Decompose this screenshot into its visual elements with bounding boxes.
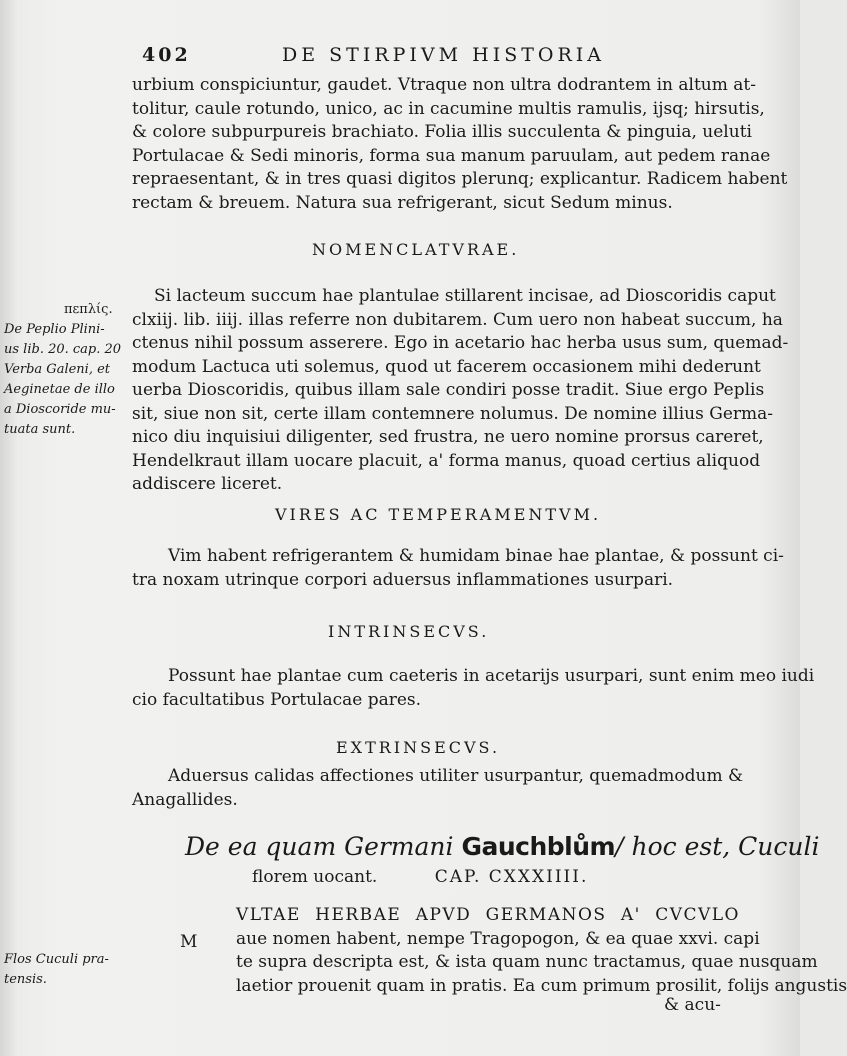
heading-nomenclaturae: NOMENCLATVRAE.	[312, 240, 520, 259]
chapter-title	[185, 832, 819, 861]
paragraph-chapter-start	[236, 904, 847, 998]
margin-line: tuata sunt.	[4, 422, 76, 437]
text-line: VLTAE HERBAE APVD GERMANOS A' CVCVLO	[236, 905, 740, 925]
text-line: ctenus nihil possum asserere. Ego in acetario hac herba usus sum, quemad-	[132, 333, 789, 353]
chapter-title-rest: / hoc est, Cuculi	[615, 832, 820, 861]
text-line: uerba Dioscoridis, quibus illam sale condiri posse tradit. Siue ergo Peplis	[132, 380, 765, 400]
margin-note-peplis	[4, 300, 124, 440]
text-line: & colore subpurpureis brachiato. Folia illis succulenta & pinguia, ueluti	[132, 122, 752, 142]
text-line: tolitur, caule rotundo, unico, ac in cacumine multis ramulis, ijsq; hirsutis,	[132, 98, 765, 119]
text-line: Portulacae & Sedi minoris, forma sua manum paruulam, aut pedem ranae	[132, 145, 771, 166]
text-line: clxiij. lib. iiij. illas referre non dubitarem. Cum uero non habeat succum, ha	[132, 309, 783, 330]
margin-note-flos-cuculi	[4, 950, 124, 990]
text-line: modum Lactuca uti solemus, quod ut facerem occasionem mihi dederunt	[132, 356, 761, 377]
paragraph-description	[132, 74, 788, 215]
text-line: urbium conspiciuntur, gaudet. Vtraque non ultra dodrantem in altum at-	[132, 75, 756, 95]
page-number: 402	[142, 44, 191, 66]
text-line: cio facultatibus Portulacae pares.	[132, 689, 422, 710]
text-line: Hendelkraut illam uocare placuit, a' forma manus, quoad certius aliquod	[132, 450, 761, 471]
chapter-number: CAP. CXXXIIII.	[434, 867, 589, 887]
paragraph-extrinsecus	[132, 765, 744, 812]
drop-cap: M	[180, 932, 198, 952]
text-line: rectam & breuem. Natura sua refrigerant, sicut Sedum minus.	[132, 192, 673, 213]
text-line: nico diu inquisiui diligenter, sed frustra, ne uero nomine prorsus careret,	[132, 427, 764, 447]
chapter-subtitle-text: florem uocant.	[252, 867, 378, 887]
margin-line: πεπλίς.	[64, 302, 113, 317]
paragraph-intrinsecus	[132, 665, 815, 712]
heading-vires: VIRES AC TEMPERAMENTVM.	[275, 505, 602, 524]
page-header	[130, 40, 790, 72]
heading-intrinsecus: INTRINSECVS.	[328, 622, 490, 641]
text-line: laetior prouenit quam in pratis. Ea cum primum prosilit, folijs angustis	[236, 975, 847, 996]
margin-line: Verba Galeni, et	[4, 362, 111, 377]
running-title: DE STIRPIVM HISTORIA	[282, 44, 606, 66]
margin-line: us lib. 20. cap. 20	[4, 342, 122, 357]
text-line: Si lacteum succum hae plantulae stillarent incisae, ad Dioscoridis caput	[154, 286, 776, 306]
text-line: repraesentant, & in tres quasi digitos plerunq; explicantur. Radicem habent	[132, 169, 788, 189]
text-line: aue nomen habent, nempe Tragopogon, & ea quae xxvi. capi	[236, 928, 760, 949]
heading-extrinsecus: EXTRINSECVS.	[336, 738, 501, 757]
catchword: & acu-	[664, 995, 721, 1015]
chapter-subtitle	[252, 867, 588, 887]
text-line: Anagallides.	[132, 789, 238, 810]
margin-line: De Peplio Plini-	[4, 322, 105, 337]
text-line: Vim habent refrigerantem & humidam binae hae plantae, & possunt ci-	[168, 546, 784, 566]
text-line: Possunt hae plantae cum caeteris in acetarijs usurpari, sunt enim meo iudi	[168, 666, 815, 686]
margin-line: Flos Cuculi pra-	[4, 952, 109, 967]
text-line: tra noxam utrinque corpori aduersus inflammationes usurpari.	[132, 569, 674, 590]
margin-line: tensis.	[4, 972, 47, 987]
text-line: te supra descripta est, & ista quam nunc tractamus, quae nusquam	[236, 952, 818, 972]
paragraph-vires	[132, 545, 784, 592]
chapter-title-german: Gauchblům	[461, 832, 616, 861]
text-line: Aduersus calidas affectiones utiliter usurpantur, quemadmodum &	[168, 766, 744, 786]
text-line: sit, siue non sit, certe illam contemnere nolumus. De nomine illius Germa-	[132, 403, 774, 424]
chapter-title-italic: De ea quam Germani	[185, 832, 454, 861]
margin-line: a Dioscoride mu-	[4, 402, 116, 417]
text-line: addiscere liceret.	[132, 474, 283, 494]
paragraph-nomenclature	[132, 285, 789, 497]
margin-line: Aeginetae de illo	[4, 382, 115, 397]
